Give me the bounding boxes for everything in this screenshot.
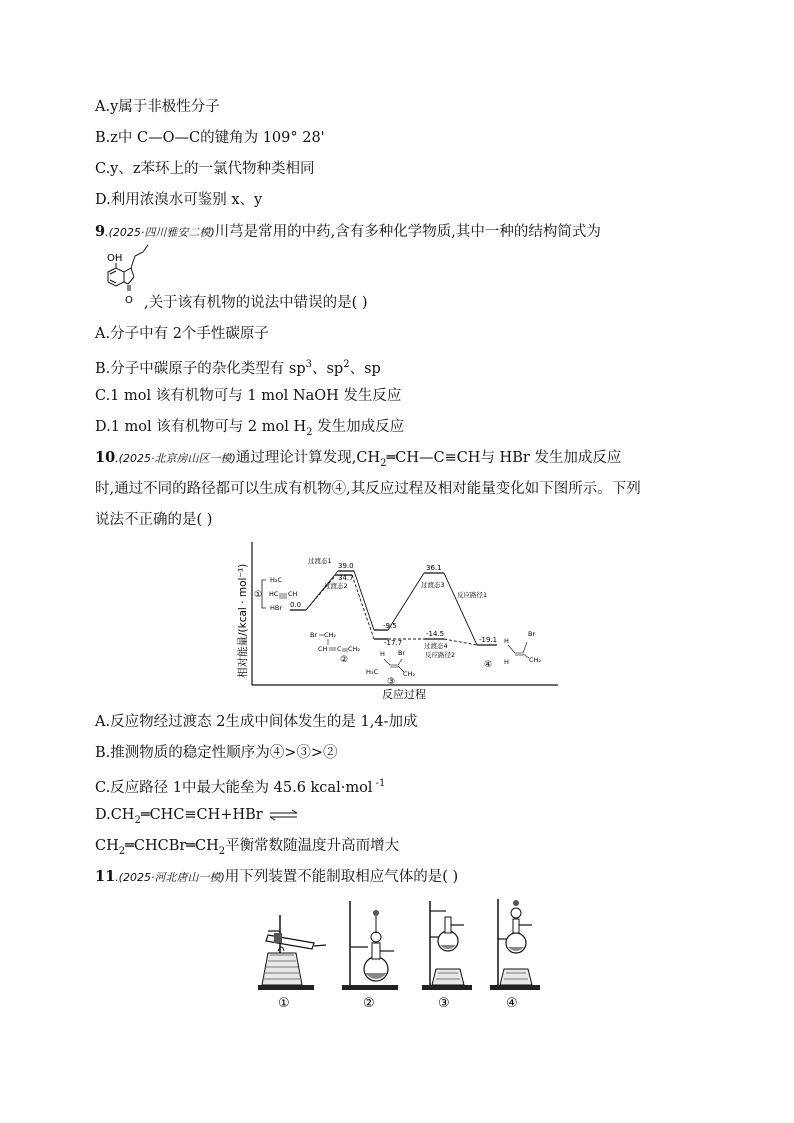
- svg-text:39.0: 39.0: [338, 562, 354, 570]
- q10-option-b: B.推测物质的稳定性顺序为④>③>②: [95, 745, 338, 761]
- svg-text:H₂C: H₂C: [270, 576, 283, 584]
- svg-text:过渡态4: 过渡态4: [424, 642, 448, 650]
- q9-option-b: B.分子中碳原子的杂化类型有 $sp^3$、$sp^2$、sp: [95, 359, 381, 377]
- apparatus-figure: [250, 895, 550, 1010]
- svg-text:②: ②: [340, 655, 349, 665]
- svg-text:反应路径2: 反应路径2: [425, 651, 456, 659]
- q9-source: .(2025·四川雅安二模): [105, 226, 215, 239]
- q10-number: 10: [95, 449, 116, 466]
- q11-stem: 11.(2025·河北唐山一模)用下列装置不能制取相应气体的是( ): [95, 868, 459, 885]
- q9-option-c: C.1 mol 该有机物可与 1 mol NaOH 发生反应: [95, 388, 402, 404]
- svg-text:CH₂: CH₂: [348, 645, 361, 653]
- svg-text:CH: CH: [288, 590, 298, 598]
- apparatus-1: [258, 915, 326, 990]
- svg-text:HC: HC: [269, 590, 279, 598]
- q10-stem-line2: 时,通过不同的路径都可以生成有机物④,其反应过程及相对能量变化如下图所示。下列: [95, 481, 641, 497]
- svg-text:H: H: [504, 637, 509, 645]
- svg-text:Br: Br: [310, 631, 318, 639]
- svg-text:过渡态1: 过渡态1: [308, 557, 332, 565]
- equilibrium-arrow-icon: [269, 809, 299, 821]
- svg-text:36.1: 36.1: [426, 564, 442, 572]
- q9-o-label: O: [125, 295, 133, 306]
- svg-text:CH₂: CH₂: [529, 656, 542, 664]
- svg-text:0.0: 0.0: [290, 601, 302, 609]
- q10-option-a: A.反应物经过渡态 2生成中间体发生的是 1,4-加成: [95, 714, 418, 730]
- apparatus-label-3: ③: [438, 996, 450, 1010]
- svg-text:H₃C: H₃C: [366, 668, 379, 676]
- svg-text:CH: CH: [318, 645, 328, 653]
- y-axis-label: 相对能量/(kcal · mol⁻¹): [237, 563, 249, 678]
- svg-text:过渡态3: 过渡态3: [421, 581, 445, 589]
- apparatus-2: [342, 901, 398, 990]
- svg-text:HBr: HBr: [270, 604, 283, 612]
- svg-text:-17.7: -17.7: [384, 639, 403, 647]
- svg-text:③: ③: [387, 677, 396, 687]
- svg-text:-19.1: -19.1: [479, 636, 498, 644]
- x-axis-label: 反应过程: [382, 688, 426, 700]
- q9-stem-cont: ,关于该有机物的说法中错误的是( ): [144, 295, 368, 311]
- svg-text:①: ①: [254, 590, 263, 600]
- q10-option-d: $D.CH_2═CHC\equiv CH+HBr$: [95, 805, 299, 831]
- q9-structure: [94, 244, 150, 306]
- svg-text:-14.5: -14.5: [426, 630, 445, 638]
- q9-oh-label: OH: [107, 253, 123, 264]
- q10-source: .(2025·北京房山区一模): [115, 452, 236, 465]
- apparatus-label-4: ④: [506, 996, 518, 1010]
- svg-text:-9.5: -9.5: [383, 622, 397, 630]
- q8-option-d: D.利用浓溴水可鉴别 x、y: [95, 192, 263, 208]
- apparatus-label-1: ①: [278, 996, 290, 1010]
- svg-text:34.7: 34.7: [338, 574, 354, 582]
- q11-number: 11: [95, 868, 116, 885]
- q8-option-c: C.y、z苯环上的一氯代物种类相同: [95, 161, 315, 177]
- q8-option-a: A.y属于非极性分子: [95, 99, 220, 115]
- svg-text:CH₂: CH₂: [324, 631, 337, 639]
- apparatus-label-2: ②: [363, 996, 375, 1010]
- svg-text:CH₂: CH₂: [403, 670, 416, 678]
- svg-text:Br: Br: [398, 649, 406, 657]
- apparatus-3: [422, 901, 472, 990]
- svg-text:过渡态2: 过渡态2: [324, 582, 348, 590]
- q9-option-d: D.1 mol 该有机物可与 2 mol $H_2$ 发生加成反应: [95, 419, 405, 438]
- q9-number: 9: [95, 223, 106, 240]
- svg-text:Br: Br: [528, 630, 536, 638]
- svg-text:H: H: [380, 650, 385, 658]
- q9-stem: [95, 222, 601, 243]
- q9-stem-text: 川芎是常用的中药,含有多种化学物质,其中一种的结构简式为: [214, 224, 601, 240]
- q11-source: .(2025·河北唐山一模): [115, 871, 225, 884]
- svg-text:C: C: [337, 645, 342, 653]
- apparatus-4: [490, 899, 540, 990]
- q9-option-a: A.分子中有 2个手性碳原子: [95, 326, 269, 342]
- svg-text:H: H: [504, 658, 509, 666]
- q10-stem: 10.(2025·北京房山区一模)通过理论计算发现$,CH_2═CH—C\equiv CH$与 HBr 发生加成反应: [95, 449, 622, 469]
- energy-diagram: [232, 538, 564, 700]
- svg-text:反应路径1: 反应路径1: [457, 591, 488, 599]
- q8-option-b: B.z中 C—O—C的键角为 109° 28': [95, 130, 325, 146]
- q10-option-c: C.反应路径 1中最大能垒为 45.6 kcal·mol $^{-1}$: [95, 778, 386, 796]
- q10-stem-line3: 说法不正确的是( ): [95, 512, 213, 528]
- q10-option-d-cont: $CH_2═CHCBr═CH_2$平衡常数随温度升高而增大: [95, 838, 400, 857]
- svg-text:④: ④: [484, 660, 493, 670]
